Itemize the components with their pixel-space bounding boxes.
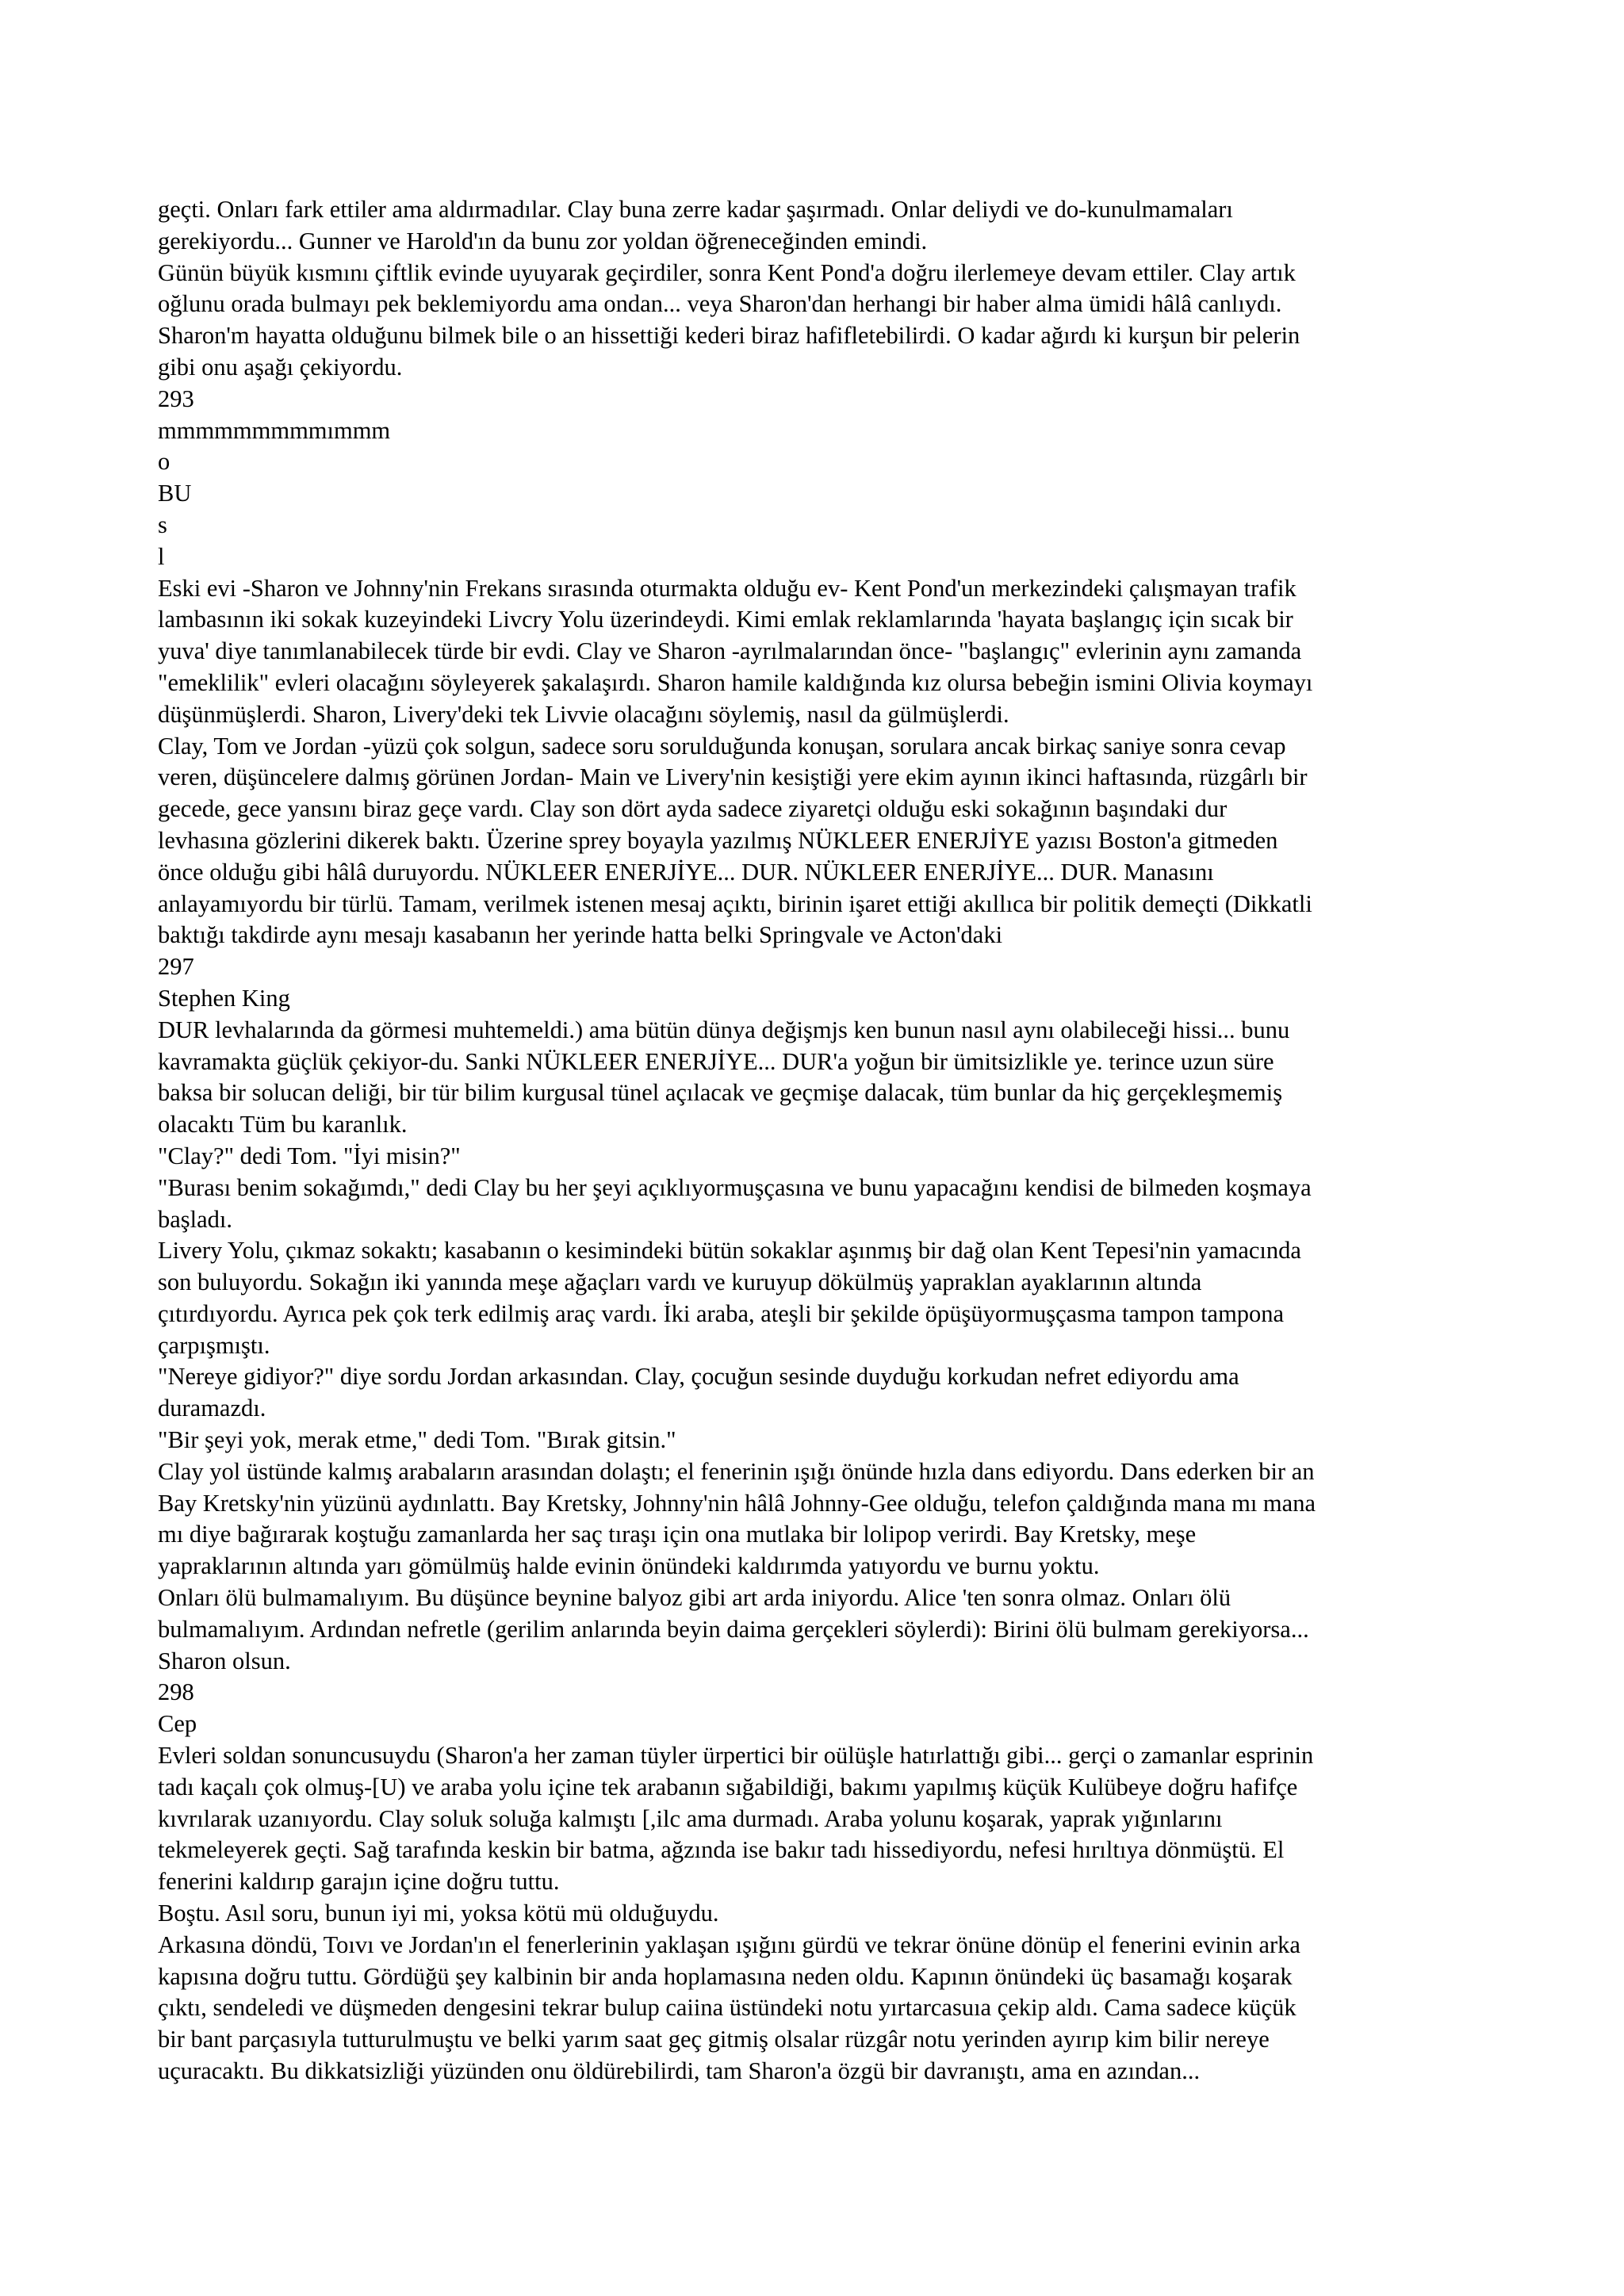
text-line: "emeklilik" evleri olacağını söyleyerek şakalaşırdı. Sharon hamile kaldığında kız olursa bebeğin ismini Olivia koymayı bbox=[158, 668, 1313, 696]
text-line: gibi onu aşağı çekiyordu. bbox=[158, 353, 403, 381]
text-line: o bbox=[158, 448, 170, 476]
text-line: "Bir şeyi yok, merak etme," dedi Tom. "Bırak gitsin." bbox=[158, 1426, 676, 1454]
text-line: yapraklarının altında yarı gömülmüş halde evinin önündeki kaldırımda yatıyordu ve burnu yoktu. bbox=[158, 1552, 1100, 1580]
text-line: veren, düşüncelere dalmış görünen Jordan- Main ve Livery'nin kesiştiği yere ekim ayının ikinci haftasında, rüzgârlı bir bbox=[158, 763, 1308, 791]
text-line: 293 bbox=[158, 385, 194, 412]
text-line: l bbox=[158, 542, 165, 570]
text-line: kıvrılarak uzanıyordu. Clay soluk soluğa kalmıştı [,ilc ama durmadı. Araba yolunu koşarak, yaprak yığınlarını bbox=[158, 1804, 1223, 1832]
text-line: Bay Kretsky'nin yüzünü aydınlattı. Bay Kretsky, Johnny'nin hâlâ Johnny-Gee olduğu, telefon çaldığında mana mı mana bbox=[158, 1489, 1316, 1517]
text-line: Stephen King bbox=[158, 984, 290, 1012]
text-line: olacaktı Tüm bu karanlık. bbox=[158, 1111, 408, 1138]
text-line: Cep bbox=[158, 1710, 197, 1738]
text-line: levhasına gözlerini dikerek baktı. Üzerine sprey boyayla yazılmış NÜKLEER ENERJİYE yazısı Boston'a gitmeden bbox=[158, 826, 1278, 854]
text-line: uçuracaktı. Bu dikkatsizliği yüzünden onu öldürebilirdi, tam Sharon'a özgü bir davranıştı, ama en azından... bbox=[158, 2057, 1201, 2085]
text-line: fenerini kaldırıp garajın içine doğru tuttu. bbox=[158, 1868, 560, 1896]
text-line: Onları ölü bulmamalıyım. Bu düşünce beynine balyoz gibi art arda iniyordu. Alice 'ten sonra olmaz. Onları ölü bbox=[158, 1584, 1231, 1612]
text-line: DUR levhalarında da görmesi muhtemeldi.) ama bütün dünya değişmjs ken bunun nasıl aynı olabileceği hissi... bunu bbox=[158, 1016, 1290, 1043]
text-line: Boştu. Asıl soru, bunun iyi mi, yoksa kötü mü olduğuydu. bbox=[158, 1900, 719, 1927]
text-line: BU bbox=[158, 480, 192, 507]
text-line: Günün büyük kısmını çiftlik evinde uyuyarak geçirdiler, sonra Kent Pond'a doğru ilerlemeye devam ettiler. Clay artık bbox=[158, 258, 1296, 286]
text-line: tekmeleyerek geçti. Sağ tarafında keskin bir batma, ağzında ise bakır tadı hissediyordu, nefesi hırıltıya dönmüştü. El bbox=[158, 1836, 1285, 1864]
text-line: baksa bir solucan deliği, bir tür bilim kurgusal tünel açılacak ve geçmişe dalacak, tüm bunlar da hiç gerçekleşmemiş bbox=[158, 1079, 1283, 1107]
text-line: duramazdı. bbox=[158, 1395, 266, 1422]
text-line: lambasının iki sokak kuzeyindeki Livcry Yolu üzerindeydi. Kimi emlak reklamlarında 'hayata başlangıç için sıcak bir bbox=[158, 606, 1293, 633]
text-line: çıtırdıyordu. Ayrıca pek çok terk edilmiş araç vardı. İki araba, ateşli bir şekilde öpüşüyormuşçasma tampon tampona bbox=[158, 1299, 1285, 1327]
text-line: bulmamalıyım. Ardından nefretle (gerilim anlarında beyin daima gerçekleri söylerdi): Birini ölü bulmam gerekiyorsa... bbox=[158, 1615, 1309, 1643]
text-line: oğlunu orada bulmayı pek beklemiyordu ama ondan... veya Sharon'dan herhangi bir haber alma ümidi hâlâ canlıydı. bbox=[158, 290, 1282, 318]
text-line: Eski evi -Sharon ve Johnny'nin Frekans sırasında oturmakta olduğu ev- Kent Pond'un merkezindeki çalışmayan trafik bbox=[158, 574, 1297, 602]
text-line: baktığı takdirde aynı mesajı kasabanın her yerinde hatta belki Springvale ve Acton'daki bbox=[158, 921, 1003, 949]
text-line: Evleri soldan sonuncusuydu (Sharon'a her zaman tüyler ürpertici bir oülüşle hatırlattığı gibi... gerçi o zamanlar esprinin bbox=[158, 1742, 1314, 1770]
text-line: Sharon olsun. bbox=[158, 1647, 291, 1674]
text-line: 297 bbox=[158, 953, 194, 981]
text-line: Sharon'm hayatta olduğunu bilmek bile o an hissettiği kederi biraz hafifletebilirdi. O kadar ağırdı ki kurşun bir pelerin bbox=[158, 322, 1300, 350]
text-line: son buluyordu. Sokağın iki yanında meşe ağaçları vardı ve kuruyup dökülmüş yapraklan ayaklarının altında bbox=[158, 1269, 1202, 1296]
text-line: bir bant parçasıyla tutturulmuştu ve belki yarım saat geç gitmiş olsalar rüzgâr notu yerinden ayırıp kim bilir nereye bbox=[158, 2026, 1270, 2053]
text-line: gerekiyordu... Gunner ve Harold'ın da bunu zor yoldan öğreneceğinden emindi. bbox=[158, 227, 928, 254]
text-line: mmmmmmmmmımmm bbox=[158, 416, 391, 444]
text-line: tadı kaçalı çok olmuş-[U) ve araba yolu içine tek arabanın sığabildiği, bakımı yapılmış küçük Kulübeye doğru hafifçe bbox=[158, 1773, 1298, 1800]
text-line: "Nereye gidiyor?" diye sordu Jordan arkasından. Clay, çocuğun sesinde duyduğu korkudan nefret ediyordu ama bbox=[158, 1363, 1239, 1391]
text-line: düşünmüşlerdi. Sharon, Livery'deki tek Livvie olacağını söylemiş, nasıl da gülmüşlerdi. bbox=[158, 700, 1009, 728]
text-line: kavramakta güçlük çekiyor-du. Sanki NÜKLEER ENERJİYE... DUR'a yoğun bir ümitsizlikle ye. terince uzun süre bbox=[158, 1047, 1274, 1075]
text-line: önce olduğu gibi hâlâ duruyordu. NÜKLEER ENERJİYE... DUR. NÜKLEER ENERJİYE... DUR. Manasını bbox=[158, 858, 1214, 886]
text-line: anlayamıyordu bir türlü. Tamam, verilmek istenen mesaj açıktı, birinin işaret ettiği akıllıca bir politik demeçti (Dikkatli bbox=[158, 890, 1312, 917]
text-line: çarpışmıştı. bbox=[158, 1331, 270, 1359]
document-page bbox=[158, 194, 1474, 2087]
text-line: başladı. bbox=[158, 1205, 233, 1233]
text-line: kapısına doğru tuttu. Gördüğü şey kalbinin bir anda hoplamasına neden oldu. Kapının önündeki üç basamağı koşarak bbox=[158, 1962, 1293, 1990]
text-line: 298 bbox=[158, 1678, 194, 1706]
text-line: yuva' diye tanımlanabilecek türde bir evdi. Clay ve Sharon -ayrılmalarından önce- "başlangıç" evlerinin aynı zamanda bbox=[158, 637, 1302, 665]
text-line: s bbox=[158, 511, 167, 538]
text-line: mı diye bağırarak koştuğu zamanlarda her saç tıraşı için ona mutlaka bir lolipop verirdi. Bay Kretsky, meşe bbox=[158, 1521, 1197, 1548]
text-line: Clay, Tom ve Jordan -yüzü çok solgun, sadece soru sorulduğunda konuşan, sorulara ancak birkaç saniye sonra cevap bbox=[158, 732, 1286, 760]
text-line: geçti. Onları fark ettiler ama aldırmadılar. Clay buna zerre kadar şaşırmadı. Onlar deliydi ve do-kunulmamaları bbox=[158, 196, 1233, 223]
text-line: Clay yol üstünde kalmış arabaların arasından dolaştı; el fenerinin ışığı önünde hızla dans ediyordu. Dans ederken bir an bbox=[158, 1457, 1315, 1485]
text-line: gecede, gece yansını biraz geçe vardı. Clay son dört ayda sadece ziyaretçi olduğu eski sokağının başındaki dur bbox=[158, 795, 1228, 823]
text-line: Livery Yolu, çıkmaz sokaktı; kasabanın o kesimindeki bütün sokaklar aşınmış bir dağ olan Kent Tepesi'nin yamacında bbox=[158, 1237, 1301, 1265]
text-line: "Clay?" dedi Tom. "İyi misin?" bbox=[158, 1142, 461, 1169]
text-line: çıktı, sendeledi ve düşmeden dengesini tekrar bulup caiina üstündeki notu yırtarcasuıa çekip aldı. Cama sadece küçük bbox=[158, 1994, 1297, 2022]
body-text bbox=[158, 194, 1474, 2087]
text-line: "Burası benim sokağımdı," dedi Clay bu her şeyi açıklıyormuşçasına ve bunu yapacağını kendisi de bilmeden koşmaya bbox=[158, 1173, 1312, 1201]
text-line: Arkasına döndü, Toıvı ve Jordan'ın el fenerlerinin yaklaşan ışığını gürdü ve tekrar önüne dönüp el fenerini evinin arka bbox=[158, 1931, 1300, 1958]
